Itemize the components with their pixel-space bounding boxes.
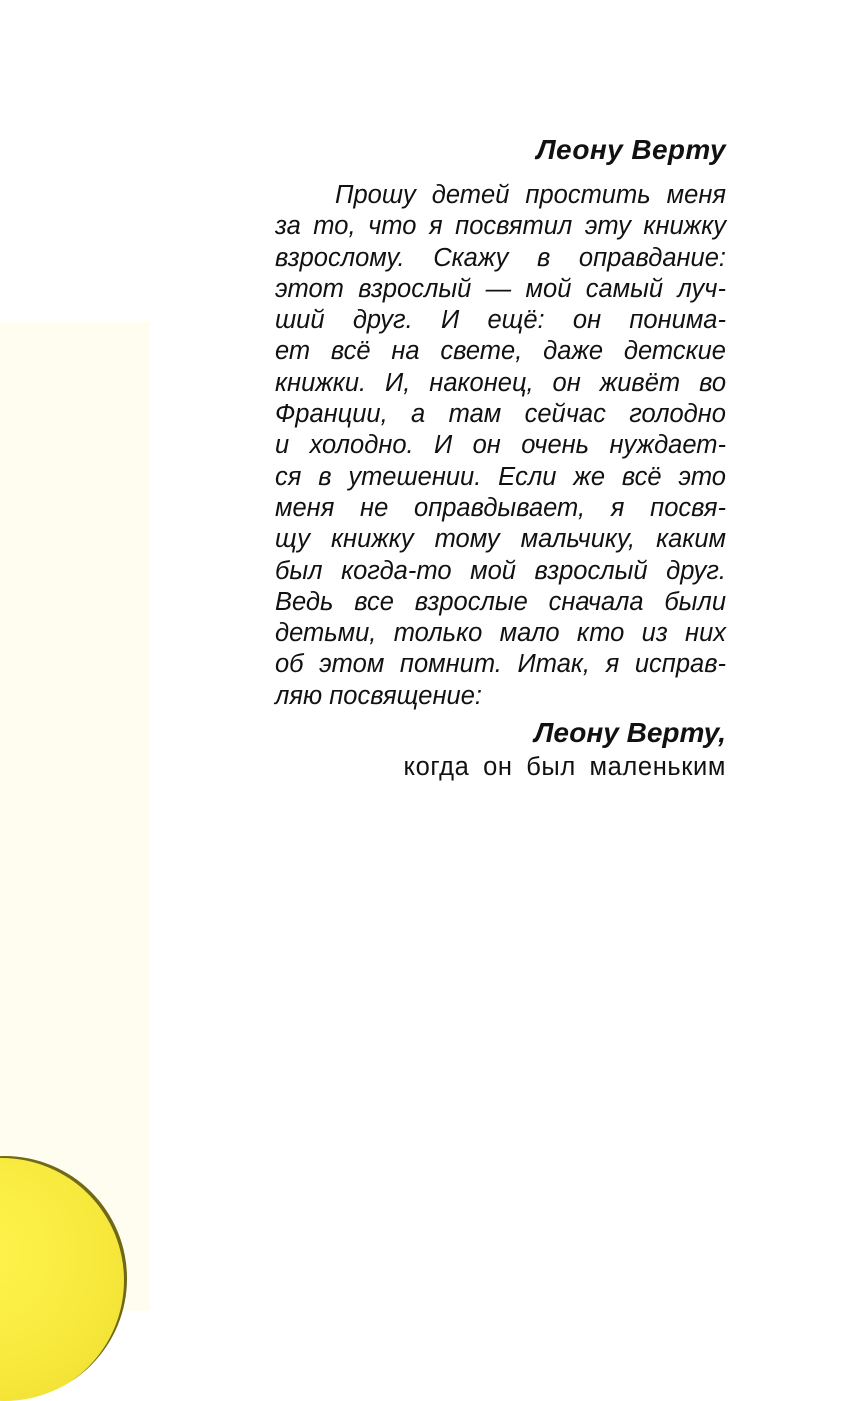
dedication-line: Прошу детей простить меня (335, 181, 726, 209)
dedication-line: об этом помнит. Итак, я исправ- (275, 650, 726, 679)
dedication-line: щу книжку тому мальчику, каким (275, 525, 726, 554)
dedication-line: за то, что я посвятил эту книжку (275, 212, 726, 241)
dedication-line: взрослому. Скажу в оправдание: (275, 243, 726, 272)
dedication-heading: Леону Верту (536, 134, 726, 165)
dedication-line: этот взрослый — мой самый луч- (275, 274, 726, 303)
dedication-line: книжки. И, наконец, он живёт во (275, 368, 726, 397)
dedication-text (275, 180, 726, 712)
dedication-line: ший друг. И ещё: он понима- (275, 306, 726, 335)
dedication-line: был когда-то мой взрослый друг. (275, 556, 726, 585)
dedication-line: Ведь все взрослые сначала были (275, 587, 726, 616)
dedication-line: ет всё на свете, даже детские (275, 337, 726, 366)
dedication-line: детьми, только мало кто из них (275, 619, 726, 648)
dedication-line: Франции, а там сейчас голодно (275, 400, 726, 429)
closing-dedication-name: Леону Верту, (534, 717, 726, 749)
dedication-block (275, 134, 726, 782)
dedication-line: ляю посвящение: (275, 681, 482, 710)
dedication-line: меня не оправдывает, я посвя- (275, 493, 726, 522)
closing-dedication-subtitle: когда он был маленьким (403, 753, 726, 782)
dedication-line: ся в утешении. Если же всё это (275, 462, 726, 491)
dedication-line: и холодно. И он очень нуждает- (275, 431, 726, 460)
